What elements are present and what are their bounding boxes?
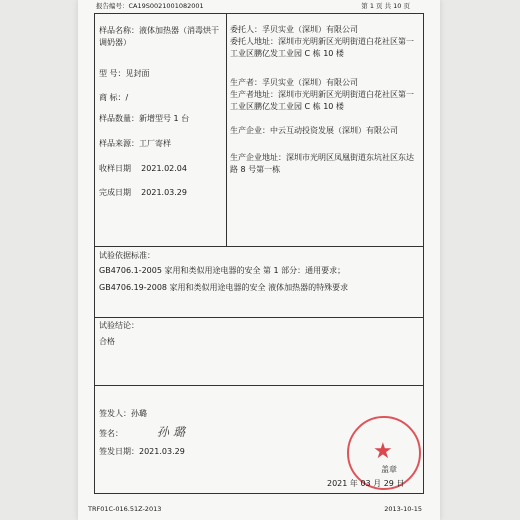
manufacturer: 生产企业：中云互动投资发展（深圳）有限公司 (230, 126, 398, 135)
seal-label: 盖章 (381, 465, 397, 474)
manufacturer-address: 生产企业地址：深圳市光明区凤凰街道东坑社区东达路 8 号第一栋 (230, 153, 414, 174)
client: 委托人：孚贝实业（深圳）有限公司 (230, 25, 358, 34)
sample-quantity: 样品数量：新增型号 1 台 (99, 114, 190, 123)
producer: 生产者：孚贝实业（深圳）有限公司 (230, 78, 358, 87)
trademark: 商 标：/ (99, 93, 129, 102)
page-indicator: 第 1 页 共 10 页 (361, 2, 410, 10)
model: 型 号：见封面 (99, 69, 150, 78)
signature-label: 签名： (99, 429, 123, 438)
page-header (78, 0, 440, 12)
seal-date: 2021 年 03 月 29 日 (327, 479, 405, 488)
report-number: 报告编号：CA19S0021001082001 (96, 2, 204, 10)
sample-source: 样品来源：工厂寄样 (99, 139, 171, 148)
report-page (78, 0, 440, 520)
received-date: 收样日期 2021.02.04 (99, 164, 187, 173)
standards-title: 试验依据标准： (99, 251, 155, 260)
column-divider (226, 14, 227, 246)
divider-sign (95, 385, 423, 386)
footer-date: 2013-10-15 (384, 505, 422, 513)
sample-name: 样品名称：液体加热器（消毒烘干调奶器） (99, 26, 219, 47)
divider-standards (95, 246, 423, 247)
issuer: 签发人：孙璐 (99, 409, 147, 418)
issue-date: 签发日期：2021.03.29 (99, 447, 185, 456)
star-icon: ★ (373, 439, 393, 464)
divider-conclusion (95, 317, 423, 318)
handwritten-signature: 孙璐 (157, 425, 190, 439)
report-frame (94, 13, 424, 494)
standard-item: GB4706.1-2005 家用和类似用途电器的安全 第 1 部分：通用要求； (99, 266, 346, 275)
footer-form-code: TRF01C-016.51Z-2013 (88, 505, 162, 513)
standard-item: GB4706.19-2008 家用和类似用途电器的安全 液体加热器的特殊要求 (99, 283, 349, 292)
conclusion-title: 试验结论： (99, 321, 139, 330)
conclusion-text: 合格 (99, 337, 115, 346)
client-address: 委托人地址：深圳市光明新区光明街道白花社区第一工业区鹏亿发工业园 C 栋 10 楼 (230, 37, 414, 58)
producer-address: 生产者地址：深圳市光明新区光明街道白花社区第一工业区鹏亿发工业园 C 栋 10 楼 (230, 90, 414, 111)
completed-date: 完成日期 2021.03.29 (99, 188, 187, 197)
